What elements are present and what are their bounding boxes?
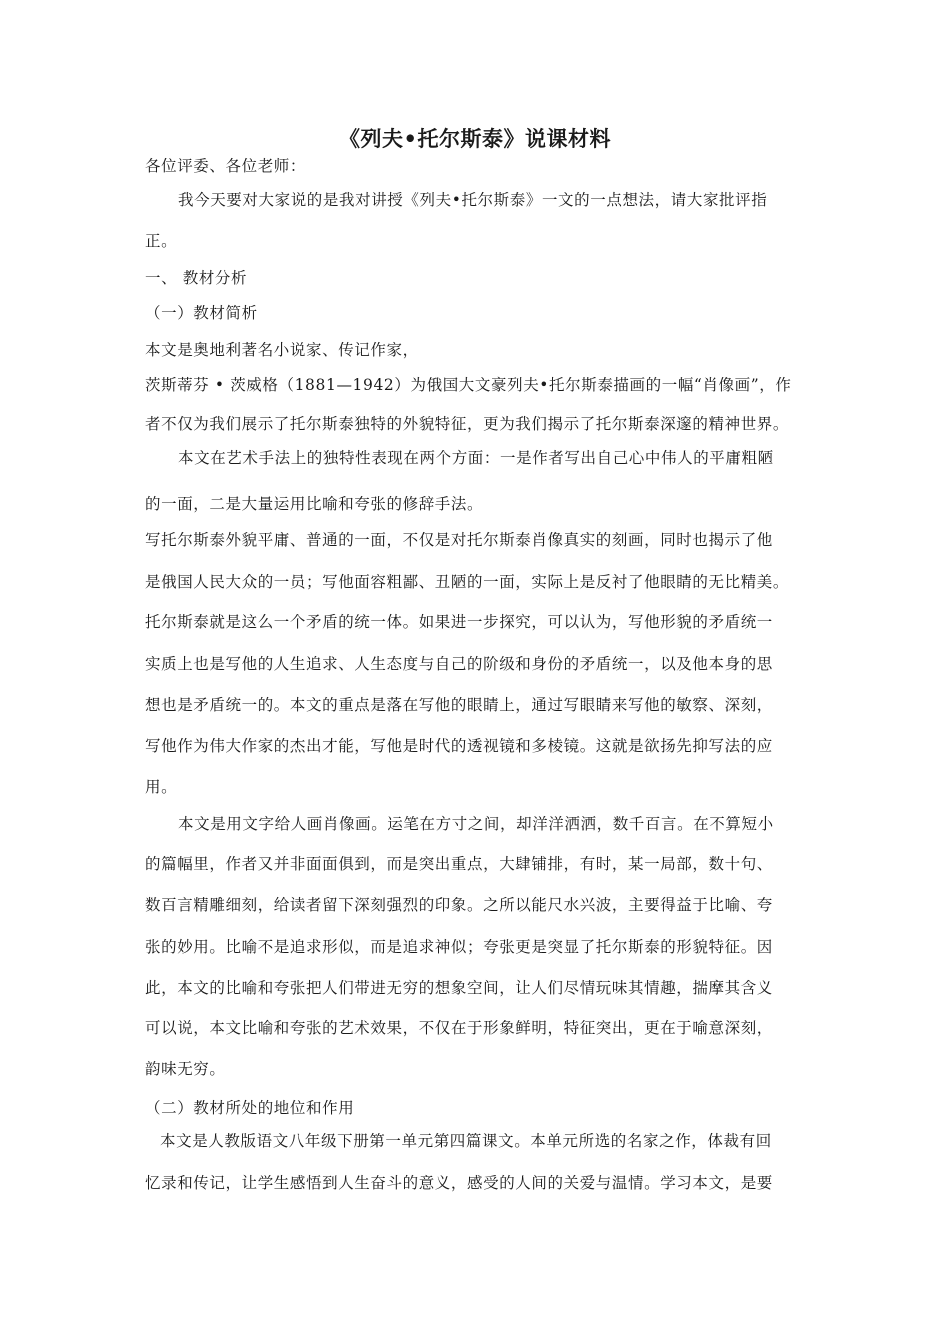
paragraph-line: 张的妙用。比喻不是追求形似，而是追求神似；夸张更是突显了托尔斯泰的形貌特征。因 [145, 938, 773, 956]
paragraph-line: 本文是人教版语文八年级下册第一单元第四篇课文。本单元所选的名家之作，体裁有回 [160, 1132, 772, 1150]
paragraph-line: 韵味无穷。 [145, 1060, 226, 1078]
paragraph-line: 的一面，二是大量运用比喻和夸张的修辞手法。 [145, 495, 484, 513]
paragraph-line: 托尔斯泰就是这么一个矛盾的统一体。如果进一步探究，可以认为，写他形貌的矛盾统一 [145, 613, 773, 631]
paragraph-line: 茨斯蒂芬 • 茨威格（1881—1942）为俄国大文豪列夫•托尔斯泰描画的一幅“肖像画”，作 [145, 376, 792, 394]
paragraph-line: 者不仅为我们展示了托尔斯泰独特的外貌特征，更为我们揭示了托尔斯泰深邃的精神世界。 [145, 415, 790, 433]
paragraph-line: 本文是奥地利著名小说家、传记作家， [145, 341, 419, 359]
paragraph-line: 写他作为伟大作家的杰出才能，写他是时代的透视镜和多棱镜。这就是欲扬先抑写法的应 [145, 737, 773, 755]
paragraph-line: 实质上也是写他的人生追求、人生态度与自己的阶级和身份的矛盾统一，以及他本身的思 [145, 655, 773, 673]
paragraph-line: 此，本文的比喻和夸张把人们带进无穷的想象空间，让人们尽情玩味其情趣，揣摩其含义 [145, 979, 773, 997]
paragraph-line: 本文在艺术手法上的独特性表现在两个方面：一是作者写出自己心中伟人的平庸粗陋 [178, 449, 774, 467]
subsection-heading: （二）教材所处的地位和作用 [145, 1099, 355, 1117]
paragraph-line: 是俄国人民大众的一员；写他面容粗鄙、丑陋的一面，实际上是反衬了他眼睛的无比精美。 [145, 573, 790, 591]
salutation: 各位评委、各位老师： [145, 157, 307, 175]
paragraph-line: 正。 [145, 232, 178, 250]
paragraph-line: 我今天要对大家说的是我对讲授《列夫•托尔斯泰》一文的一点想法，请大家批评指 [178, 191, 768, 209]
paragraph-line: 的篇幅里，作者又并非面面俱到，而是突出重点，大肆铺排，有时，某一局部，数十句、 [145, 855, 773, 873]
subsection-heading: （一）教材简析 [145, 304, 258, 322]
paragraph-line: 数百言精雕细刻，给读者留下深刻强烈的印象。之所以能尺水兴波，主要得益于比喻、夸 [145, 896, 773, 914]
paragraph-line: 忆录和传记，让学生感悟到人生奋斗的意义，感受的人间的关爱与温情。学习本文，是要 [145, 1174, 773, 1192]
paragraph-line: 写托尔斯泰外貌平庸、普通的一面，不仅是对托尔斯泰肖像真实的刻画，同时也揭示了他 [145, 531, 773, 549]
paragraph-line: 可以说，本文比喻和夸张的艺术效果，不仅在于形象鲜明，特征突出，更在于喻意深刻， [145, 1019, 773, 1037]
paragraph-line: 想也是矛盾统一的。本文的重点是落在写他的眼睛上，通过写眼睛来写他的敏察、深刻， [145, 696, 773, 714]
paragraph-line: 本文是用文字给人画肖像画。运笔在方寸之间，却洋洋洒洒，数千百言。在不算短小 [178, 815, 774, 833]
section-heading: 一、 教材分析 [145, 269, 248, 287]
document-title: 《列夫•托尔斯泰》说课材料 [339, 126, 611, 151]
paragraph-line: 用。 [145, 778, 178, 796]
